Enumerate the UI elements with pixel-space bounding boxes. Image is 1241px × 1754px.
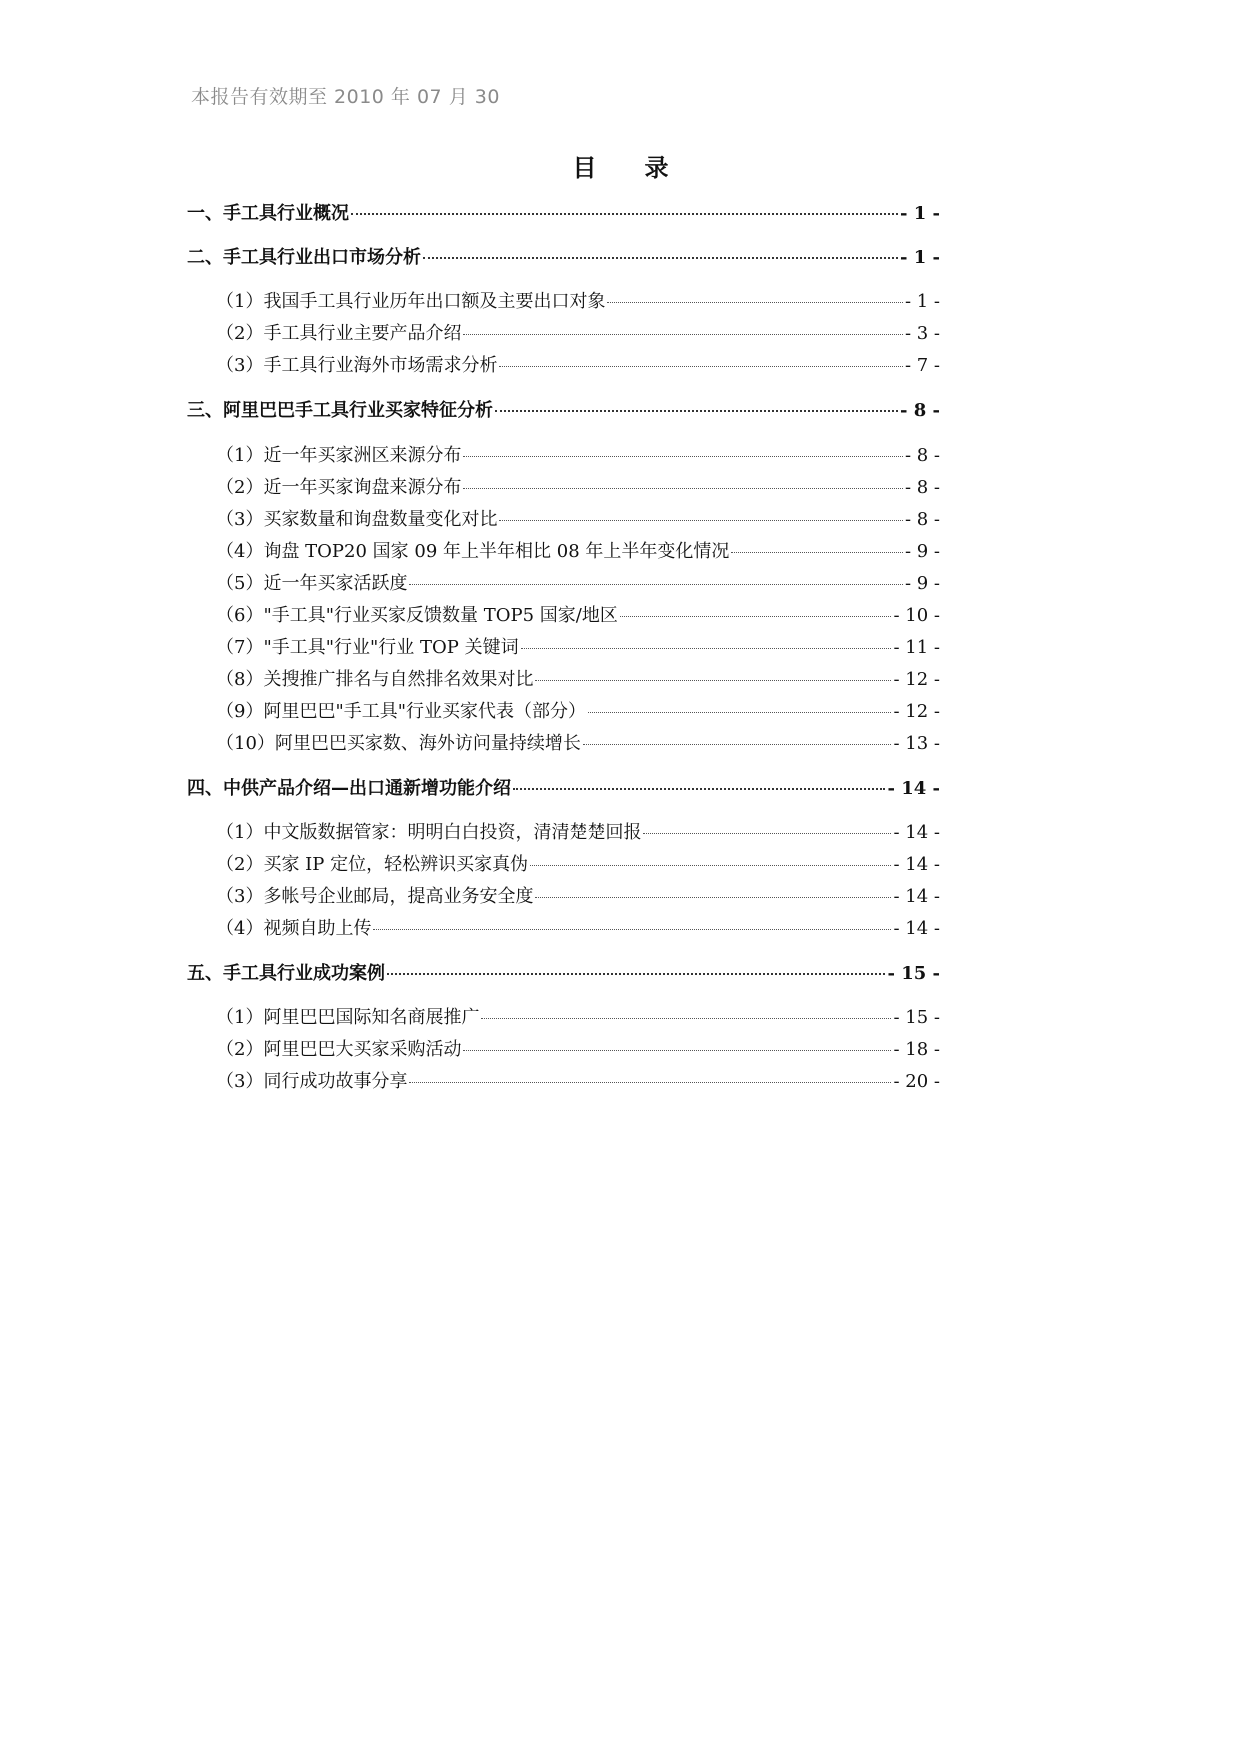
toc-dot-leader — [463, 334, 902, 335]
toc-entry-subsection[interactable] — [216, 666, 940, 694]
toc-entry-subsection[interactable] — [216, 570, 940, 598]
toc-entry-page: - 14 - — [893, 854, 940, 875]
toc-entry-page: - 1 - — [900, 247, 940, 268]
toc-entry-label: （1）中文版数据管家：明明白白投资，清清楚楚回报 — [216, 822, 642, 843]
toc-entry-page: - 12 - — [893, 701, 940, 722]
toc-entry-label: （2）阿里巴巴大买家采购活动 — [216, 1039, 462, 1060]
toc-entry-page: - 10 - — [893, 605, 940, 626]
toc-entry-page: - 15 - — [887, 963, 940, 984]
toc-entry-subsection[interactable] — [216, 442, 940, 470]
toc-entry-page: - 8 - — [904, 445, 940, 466]
toc-dot-leader — [495, 410, 898, 412]
toc-dot-leader — [513, 788, 885, 790]
toc-entry-section-2[interactable] — [187, 244, 940, 272]
toc-title: 目录 — [572, 154, 717, 182]
toc-entry-label: （10）阿里巴巴买家数、海外访问量持续增长 — [216, 733, 581, 754]
toc-entry-subsection[interactable] — [216, 602, 940, 630]
toc-entry-label: （4）视频自助上传 — [216, 918, 372, 939]
toc-entry-subsection[interactable] — [216, 883, 940, 911]
toc-entry-label: （4）询盘 TOP20 国家 09 年上半年相比 08 年上半年变化情况 — [216, 541, 730, 562]
toc-entry-subsection[interactable] — [216, 1036, 940, 1064]
toc-entry-page: - 14 - — [887, 778, 940, 799]
toc-dot-leader — [521, 648, 892, 649]
toc-dot-leader — [499, 520, 902, 521]
toc-entry-label: （6）"手工具"行业买家反馈数量 TOP5 国家/地区 — [216, 605, 618, 626]
toc-entry-label: 二、手工具行业出口市场分析 — [187, 247, 421, 268]
toc-dot-leader — [583, 744, 892, 745]
toc-entry-page: - 15 - — [893, 1007, 940, 1028]
toc-entry-page: - 18 - — [893, 1039, 940, 1060]
toc-entry-label: 一、手工具行业概况 — [187, 203, 349, 224]
toc-entry-label: 三、阿里巴巴手工具行业买家特征分析 — [187, 400, 493, 421]
toc-entry-page: - 13 - — [893, 733, 940, 754]
toc-dot-leader — [351, 213, 898, 215]
toc-entry-section-3[interactable] — [187, 397, 940, 425]
toc-entry-subsection[interactable] — [216, 474, 940, 502]
toc-entry-label: 四、中供产品介绍—出口通新增功能介绍 — [187, 778, 511, 799]
toc-entry-label: （1）近一年买家洲区来源分布 — [216, 445, 462, 466]
toc-entry-page: - 14 - — [893, 918, 940, 939]
toc-entry-page: - 12 - — [893, 669, 940, 690]
toc-entry-page: - 9 - — [904, 573, 940, 594]
toc-entry-subsection[interactable] — [216, 851, 940, 879]
toc-entry-subsection[interactable] — [216, 538, 940, 566]
toc-dot-leader — [607, 302, 902, 303]
toc-entry-label: （1）我国手工具行业历年出口额及主要出口对象 — [216, 291, 606, 312]
toc-entry-subsection[interactable] — [216, 352, 940, 380]
toc-dot-leader — [535, 897, 891, 898]
toc-entry-page: - 20 - — [893, 1071, 940, 1092]
toc-entry-section-5[interactable] — [187, 960, 940, 988]
toc-dot-leader — [731, 552, 903, 553]
toc-dot-leader — [387, 973, 885, 975]
toc-entry-label: （3）手工具行业海外市场需求分析 — [216, 355, 498, 376]
toc-entry-subsection[interactable] — [216, 915, 940, 943]
toc-entry-subsection[interactable] — [216, 634, 940, 662]
toc-entry-label: （3）多帐号企业邮局，提高业务安全度 — [216, 886, 534, 907]
toc-dot-leader — [535, 680, 891, 681]
toc-entry-page: - 11 - — [893, 637, 940, 658]
toc-dot-leader — [588, 712, 891, 713]
toc-entry-subsection[interactable] — [216, 698, 940, 726]
toc-entry-label: （3）买家数量和询盘数量变化对比 — [216, 509, 498, 530]
toc-entry-label: （3）同行成功故事分享 — [216, 1071, 408, 1092]
toc-entry-page: - 14 - — [893, 822, 940, 843]
toc-entry-label: （5）近一年买家活跃度 — [216, 573, 408, 594]
toc-entry-subsection[interactable] — [216, 730, 940, 758]
toc-dot-leader — [409, 584, 902, 585]
toc-entry-subsection[interactable] — [216, 1004, 940, 1032]
toc-dot-leader — [463, 1050, 891, 1051]
toc-entry-page: - 7 - — [904, 355, 940, 376]
toc-dot-leader — [499, 366, 902, 367]
toc-entry-label: （1）阿里巴巴国际知名商展推广 — [216, 1007, 480, 1028]
toc-entry-page: - 9 - — [904, 541, 940, 562]
toc-entry-page: - 3 - — [904, 323, 940, 344]
report-validity-note: 本报告有效期至 2010 年 07 月 30 — [191, 86, 500, 108]
toc-entry-label: （2）手工具行业主要产品介绍 — [216, 323, 462, 344]
toc-entry-section-1[interactable] — [187, 200, 940, 228]
toc-entry-subsection[interactable] — [216, 320, 940, 348]
toc-entry-page: - 1 - — [900, 203, 940, 224]
toc-entry-label: （2）买家 IP 定位，轻松辨识买家真伪 — [216, 854, 529, 875]
toc-entry-label: （8）关搜推广排名与自然排名效果对比 — [216, 669, 534, 690]
toc-entry-label: （2）近一年买家询盘来源分布 — [216, 477, 462, 498]
toc-dot-leader — [620, 616, 892, 617]
toc-entry-page: - 8 - — [904, 477, 940, 498]
toc-dot-leader — [423, 257, 898, 259]
toc-dot-leader — [530, 865, 891, 866]
toc-entry-subsection[interactable] — [216, 1068, 940, 1096]
toc-entry-label: （7）"手工具"行业"行业 TOP 关键词 — [216, 637, 519, 658]
toc-dot-leader — [463, 488, 902, 489]
toc-entry-page: - 8 - — [900, 400, 940, 421]
toc-entry-label: 五、手工具行业成功案例 — [187, 963, 385, 984]
toc-entry-page: - 8 - — [904, 509, 940, 530]
toc-dot-leader — [409, 1082, 891, 1083]
toc-dot-leader — [643, 833, 891, 834]
toc-entry-subsection[interactable] — [216, 506, 940, 534]
toc-entry-subsection[interactable] — [216, 288, 940, 316]
toc-entry-page: - 14 - — [893, 886, 940, 907]
toc-entry-page: - 1 - — [904, 291, 940, 312]
toc-entry-subsection[interactable] — [216, 819, 940, 847]
toc-entry-label: （9）阿里巴巴"手工具"行业买家代表（部分） — [216, 701, 587, 722]
toc-dot-leader — [481, 1018, 891, 1019]
toc-entry-section-4[interactable] — [187, 775, 940, 803]
toc-dot-leader — [463, 456, 902, 457]
toc-dot-leader — [373, 929, 891, 930]
